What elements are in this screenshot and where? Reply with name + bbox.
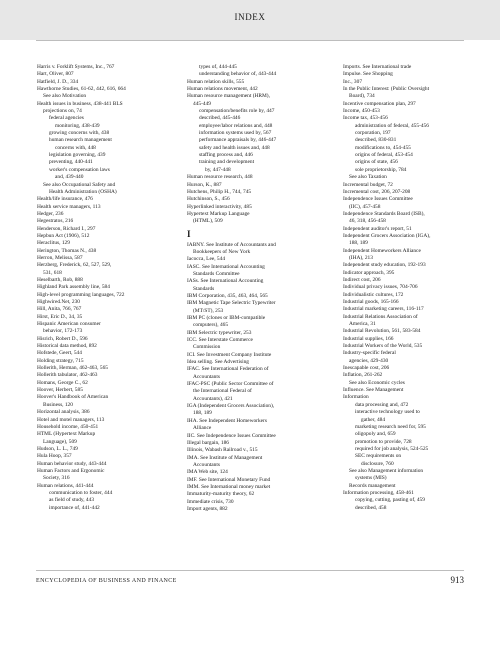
index-column-2	[187, 64, 312, 513]
index-entry: Incentive compensation plan, 297	[343, 100, 416, 107]
index-subentry: performance appraisals by, 446-447	[199, 137, 277, 144]
index-entry: IBM Corporation, 435, 463, 464, 565	[187, 292, 268, 299]
index-column-1	[37, 64, 162, 512]
index-entry: Human behavior study, 443-444	[37, 460, 107, 467]
index-entry: Harris v. Forklift Systems, Inc., 767	[37, 64, 115, 70]
index-entry: Human relation skills, 555	[187, 78, 245, 85]
section-letter: I	[187, 228, 191, 239]
index-entry: IGA (Independent Grocers Association),	[187, 403, 275, 410]
index-subentry: growing concerns with, 438	[49, 130, 110, 137]
index-subentry: data processing and, 472	[355, 401, 409, 408]
index-subentry: understanding behavior of, 443-444	[199, 71, 277, 78]
index-subentry: legislation governing, 439	[49, 152, 106, 159]
index-entry: Hutchinson, S., 456	[187, 196, 230, 203]
index-entry: Illinois, Wabash Railroad v., 515	[187, 447, 258, 454]
index-entry: Human resource research, 448	[187, 174, 253, 181]
index-entry: Industrial Workers of the World, 535	[343, 343, 423, 350]
index-entry: In the Public Interest: (Public Oversight	[343, 86, 430, 93]
index-entry: Hirst, Eric D., 34, 35	[37, 313, 83, 320]
index-entry: Independent study education, 192-193	[343, 262, 426, 269]
index-subentry: the International Federal of	[193, 388, 252, 395]
index-entry: IHA. See Independent Homeworkers	[187, 417, 267, 424]
header-title: INDEX	[234, 12, 266, 22]
index-entry: Hegestratos, 216	[37, 218, 74, 225]
index-entry: Highland Park assembly line, 584	[37, 284, 110, 291]
index-entry: Income, 450-453	[343, 108, 380, 115]
index-subentry: (MT/ST), 253	[193, 307, 224, 314]
index-entry: Inc., 307	[343, 78, 363, 85]
index-entry: IABNY. See Institute of Accountants and	[187, 241, 276, 248]
index-subentry: Board), 734	[349, 93, 375, 100]
index-subentry: administration of federal, 455-456	[355, 122, 429, 129]
index-subentry: copying, cutting, pasting of, 459	[355, 497, 425, 504]
index-entry: IMA. See Institute of Management	[187, 454, 263, 461]
index-entry: Hatfield, J. D., 334	[37, 78, 79, 85]
index-subentry: Accountants	[193, 461, 220, 468]
index-subentry: Health Administration (OSHA)	[49, 188, 117, 195]
index-entry: Import agents, 882	[187, 505, 228, 512]
index-subentry: agencies, 429-430	[349, 357, 389, 364]
index-entry: Hofstede, Geert, 544	[37, 350, 82, 357]
index-entry: ICI. See Investment Company Institute	[187, 351, 272, 358]
index-column-3	[343, 64, 468, 512]
index-subentry: Accountants	[193, 373, 220, 380]
index-entry: IASs. See International Accounting	[187, 278, 264, 285]
index-subentry: described, 830-831	[355, 137, 397, 144]
index-entry: Human Factors and Ergonomic	[37, 467, 105, 474]
index-subentry: worker's compensation laws	[49, 166, 110, 173]
index-subentry: federal agencies	[49, 115, 84, 122]
index-entry: Independent auditor's report, 51	[343, 225, 412, 232]
index-entry: Impulse. See Shopping	[343, 71, 393, 78]
index-entry: Illegal bargain, 186	[187, 439, 229, 446]
index-entry: Independent Homeworkers Alliance	[343, 247, 421, 254]
footer-rule	[36, 570, 464, 571]
index-entry: Independence Issues Committee	[343, 196, 413, 203]
index-subentry: compensation/benefits role by, 447	[199, 108, 275, 115]
index-subentry: marketing research need for, 595	[355, 423, 426, 430]
index-entry: Herzberg, Frederick, 62, 527, 529,	[37, 262, 112, 269]
index-subentry: computers), 465	[193, 322, 229, 329]
index-entry: Herington, Thomas N., 438	[37, 247, 97, 254]
index-subentry: behavior, 172-173	[43, 328, 83, 335]
index-entry: Iacocca, Lee, 544	[187, 256, 226, 263]
index-entry: Hotel and motel managers, 113	[37, 416, 105, 423]
index-subentry: monitoring, 438-439	[55, 122, 100, 129]
index-entry: Hoover's Handbook of American	[37, 394, 109, 401]
index-subentry: corporation, 197	[355, 130, 391, 137]
index-subentry: modifications to, 454-455	[355, 144, 411, 151]
index-entry: Inflation, 261-262	[343, 372, 383, 379]
index-subentry: disclosure, 760	[361, 460, 394, 467]
index-subentry: 531, 618	[43, 269, 62, 276]
index-entry: IBM Magnetic Tape Selectric Typewriter	[187, 300, 276, 307]
index-subentry: Standards Committee	[193, 270, 240, 277]
index-subentry: America, 31	[349, 321, 376, 328]
index-entry: Hepbun Act (1906), 512	[37, 232, 90, 239]
index-entry: Indicator approach, 395	[343, 269, 395, 276]
index-entry: Human resource management (HRM),	[187, 93, 270, 100]
index-entry: Health service managers, 113	[37, 203, 101, 210]
index-entry: Horizontal analysis, 386	[37, 409, 90, 416]
index-subentry: 188, 189	[193, 410, 212, 417]
index-subentry: staffing process and, 446	[199, 152, 253, 159]
index-entry: IASC. See International Accounting	[187, 263, 265, 270]
index-subentry: concerns with, 448	[55, 144, 96, 151]
index-entry: Hutchens, Philip H., 744, 745	[187, 188, 252, 195]
index-entry: IMF. See International Monetary Fund	[187, 476, 271, 483]
index-entry: Incremental budget, 72	[343, 181, 393, 188]
index-entry: Industrial supplies, 166	[343, 335, 394, 342]
index-entry: Health/life insurance, 476	[37, 196, 93, 203]
index-subentry: origins of federal, 453-454	[355, 152, 413, 159]
index-entry: Historical data method, 892	[37, 343, 97, 350]
index-subentry: described, 445-446	[199, 115, 241, 122]
index-subentry: required for job analysis, 524-525	[355, 445, 429, 452]
index-entry: Health issues in business, 438-441 BLS	[37, 100, 123, 107]
index-subentry: systems (MIS)	[355, 475, 387, 482]
page-header	[0, 0, 500, 40]
index-entry: Industrial goods, 165-166	[343, 299, 399, 305]
index-subentry: SEC requirements on	[355, 453, 402, 460]
index-entry: Herron, Melissa, 587	[37, 254, 83, 261]
index-entry: Hollerith, Herman, 462-463, 565	[37, 365, 108, 372]
index-subentry: and, 439-440	[55, 174, 84, 181]
index-entry: Human relations, 441-444	[37, 482, 94, 489]
index-subentry: training and development	[199, 159, 255, 166]
index-entry: Hawthorne Studies, 61-62, 442, 616, 664	[37, 86, 126, 93]
index-subentry: See also Occupational Safety and	[43, 181, 116, 188]
index-entry: HTML (Hypertext Markup	[37, 431, 96, 438]
index-subentry: Society, 316	[43, 475, 70, 482]
index-entry: Hollerith tabulator, 462-463	[37, 372, 98, 379]
index-entry: Income tax, 453-456	[343, 115, 388, 122]
page-number: 913	[450, 575, 464, 585]
index-subentry: Standards	[193, 285, 215, 292]
index-entry: Hyperlinked interactivity, 485	[187, 203, 252, 210]
index-subentry: sole proprietorship, 784	[355, 166, 407, 173]
index-entry: Highwired.Net, 230	[37, 299, 80, 305]
index-subentry: types of, 444-445	[199, 64, 237, 70]
index-subentry: See also Economic cycles	[349, 379, 405, 386]
index-entry: IFAC-PSC (Public Sector Committee of	[187, 381, 274, 388]
index-entry: Inescapable cost, 206	[343, 365, 390, 372]
index-subentry: 46, 318, 456-458	[349, 218, 386, 225]
index-subentry: See also Management information	[349, 467, 424, 474]
index-subentry: oligopoly and, 659	[355, 431, 396, 438]
index-subentry: as field of study, 443	[49, 497, 95, 504]
index-entry: ICC. See Interstate Commerce	[187, 337, 253, 344]
index-entry: Individual privacy issues, 704-706	[343, 284, 418, 291]
index-subentry: Commission	[193, 344, 221, 351]
index-subentry: interactive technology used to	[355, 409, 420, 416]
index-entry: IMA Web site, 124	[187, 469, 228, 476]
index-entry: IBM Selectric typewriter, 253	[187, 329, 252, 336]
index-entry: Hill, Anita, 766, 767	[37, 306, 82, 313]
index-entry: Hart, Oliver, 807	[37, 71, 74, 78]
index-entry: Hudson, L. L., 749	[37, 445, 78, 452]
index-entry: Information	[343, 394, 369, 401]
index-entry: Holding strategy, 715	[37, 357, 84, 364]
index-entry: Industrial marketing careers, 116-117	[343, 306, 424, 313]
index-entry: Industrial Revolution, 561, 583-584	[343, 328, 421, 335]
index-subentry: See also Taxation	[349, 174, 387, 181]
index-entry: Information processing, 458-461	[343, 489, 414, 496]
index-entry: IMM. See International money market	[187, 483, 271, 490]
index-subentry: Bookkeepers of New York	[193, 248, 251, 255]
index-subentry: Accountants), 421	[193, 395, 233, 402]
index-entry: Imports. See International trade	[343, 64, 412, 70]
index-subentry: employee/labor relations and, 448	[199, 122, 273, 129]
index-entry: Henderson, Richard I., 297	[37, 225, 96, 232]
index-subentry: promotion to provide, 728	[355, 438, 412, 445]
index-subentry: described, 458	[355, 504, 387, 511]
index-subentry: 445-449	[193, 100, 211, 107]
index-entry: Influence. See Management	[343, 387, 404, 394]
index-entry: Individualistic cultures, 172	[343, 291, 404, 298]
index-entry: Hula Hoop, 357	[37, 453, 72, 460]
index-subentry: 188, 189	[349, 240, 368, 247]
index-subentry: Language), 509	[43, 438, 77, 445]
index-subentry: human research management	[49, 137, 112, 144]
index-subentry: preventing, 440-441	[49, 159, 93, 166]
index-entry: IFAC. See International Federation of	[187, 366, 269, 373]
index-entry: Independence Standards Board (ISB),	[343, 210, 425, 217]
index-subentry: See also Motivation	[43, 93, 87, 100]
index-entry: High-level programming languages, 722	[37, 291, 125, 298]
index-entry: Incremental cost, 206, 207-208	[343, 188, 411, 195]
footer-title: ENCYCLOPEDIA OF BUSINESS AND FINANCE	[36, 578, 177, 584]
index-subentry: projections on, 74	[43, 108, 82, 115]
index-subentry: Records management	[349, 482, 396, 489]
index-entry: Household income, 450-451	[37, 423, 99, 430]
index-subentry: importance of, 441-442	[49, 504, 100, 511]
index-entry: Hispanic American consumer	[37, 321, 101, 328]
index-subentry: (IIC), 457-458	[349, 203, 381, 210]
index-subentry: information systems used by, 567	[199, 130, 272, 137]
index-entry: Human relations movement, 442	[187, 86, 258, 93]
index-entry: IBM PC (clones or IBM-compatible	[187, 315, 266, 321]
index-entry: Independent Grocers Association (IGA),	[343, 232, 431, 239]
header-rule	[36, 40, 464, 41]
index-subentry: Business, 120	[43, 401, 73, 408]
index-subentry: communication to foster, 444	[49, 489, 113, 496]
index-entry: Hisrich, Robert D., 596	[37, 335, 88, 342]
index-entry: Hedger, 236	[37, 210, 64, 217]
index-entry: Indirect cost, 206	[343, 276, 381, 283]
index-entry: Immediate crisis, 730	[187, 498, 234, 505]
index-entry: Heraclitus, 129	[37, 240, 70, 247]
index-subentry: (HTML), 509	[193, 218, 223, 225]
index-entry: Homans, George C., 62	[37, 379, 88, 386]
index-subentry: origins of state, 456	[355, 159, 398, 166]
index-subentry: (IHA), 213	[349, 254, 373, 261]
index-subentry: gather, 484	[361, 416, 386, 423]
index-subentry: safety and health issues and, 448	[199, 144, 270, 151]
index-entry: Immaturity-maturity theory, 62	[187, 491, 255, 498]
index-entry: Heselbarth, Rob, 888	[37, 276, 83, 283]
index-entry: Hoover, Herbert, 585	[37, 387, 83, 394]
index-entry: Hurson, K., 887	[187, 181, 222, 188]
index-entry: Industry-specific federal	[343, 350, 396, 357]
index-entry: Hypertext Markup Language	[187, 210, 250, 217]
index-subentry: by, 447-448	[205, 166, 231, 173]
index-entry: Idea selling. See Advertising	[187, 359, 249, 366]
index-entry: IIC. See Independence Issues Committee	[187, 432, 276, 439]
index-subentry: Alliance	[193, 425, 212, 432]
index-entry: Industrial Relations Association of	[343, 313, 418, 320]
